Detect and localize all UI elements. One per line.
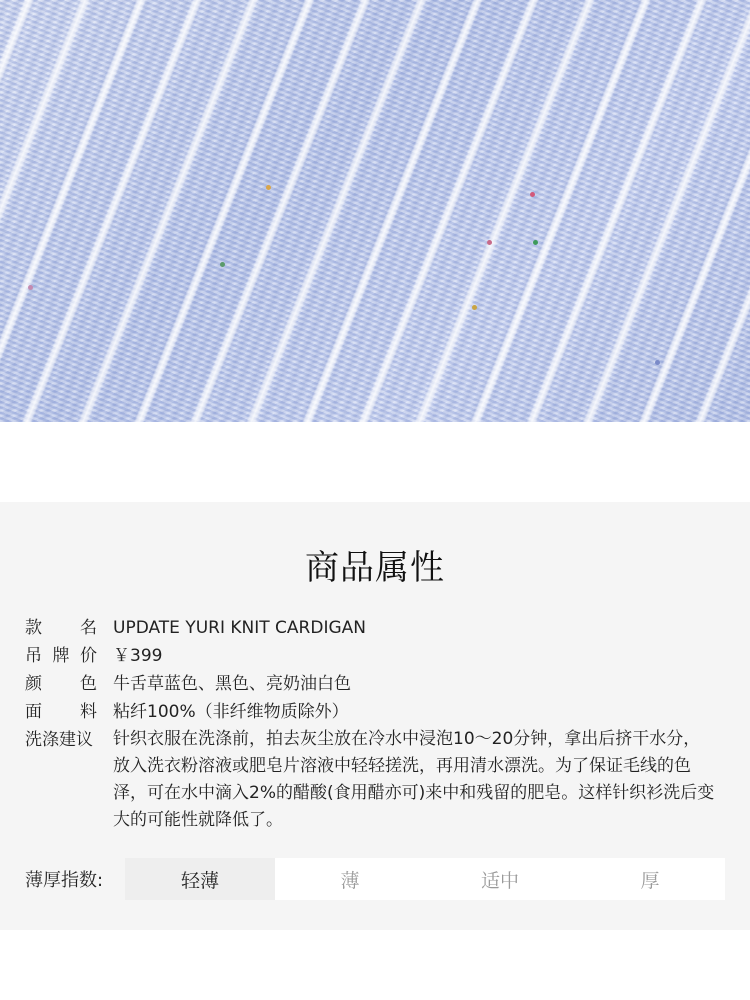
fabric-fleck	[266, 185, 271, 190]
label-char: 面	[25, 702, 42, 722]
attribute-row-price	[25, 642, 715, 670]
label-char: 牌	[52, 646, 70, 666]
label-char: 色	[80, 674, 97, 694]
thickness-options	[125, 858, 725, 900]
fabric-fleck	[530, 192, 535, 197]
attribute-label	[25, 698, 97, 726]
section-spacer	[0, 422, 750, 502]
product-fabric-photo	[0, 0, 750, 422]
thickness-option-thick: 厚	[575, 858, 725, 900]
attribute-value: 粘纤100%（非纤维物质除外）	[113, 702, 349, 722]
attribute-label	[25, 670, 97, 698]
attribute-row-washing	[25, 726, 715, 834]
label-char: 料	[80, 702, 97, 722]
attribute-value: 牛舌草蓝色、黑色、亮奶油白色	[113, 674, 351, 694]
fabric-fleck	[220, 262, 225, 267]
fabric-fleck	[487, 240, 492, 245]
thickness-option-medium: 适中	[425, 858, 575, 900]
attribute-row-fabric	[25, 698, 715, 726]
label-char: 价	[80, 646, 97, 666]
attribute-value: ￥399	[113, 646, 163, 666]
label-char: 吊	[25, 646, 42, 666]
thickness-option-thin: 薄	[275, 858, 425, 900]
label-char: 颜	[25, 674, 42, 694]
product-attributes-panel	[0, 502, 750, 930]
attribute-list	[25, 614, 715, 834]
fabric-fleck	[28, 285, 33, 290]
attribute-label	[25, 642, 97, 670]
fabric-fleck	[533, 240, 538, 245]
attribute-label: 洗涤建议	[25, 730, 93, 750]
attribute-row-color	[25, 670, 715, 698]
attribute-row-name	[25, 614, 715, 642]
label-char: 款	[25, 618, 42, 638]
fabric-fleck	[655, 360, 660, 365]
attribute-value: UPDATE YURI KNIT CARDIGAN	[113, 618, 366, 638]
section-title: 商品属性	[305, 548, 445, 588]
thickness-label: 薄厚指数:	[25, 870, 104, 891]
attribute-value: 针织衣服在洗涤前，拍去灰尘放在冷水中浸泡10～20分钟，拿出后挤干水分，放入洗衣粉溶液或肥皂片溶液中轻轻搓洗，再用清水漂洗。为了保证毛线的色泽，可在水中滴入2%的醋酸(食用醋亦可)来中和残留的肥皂。这样针织衫洗后变大的可能性就降低了。	[113, 729, 715, 830]
fabric-fleck	[472, 305, 477, 310]
attribute-label	[25, 614, 97, 642]
label-char: 名	[80, 618, 97, 638]
thickness-option-light: 轻薄	[125, 858, 275, 900]
thickness-index	[25, 858, 725, 900]
